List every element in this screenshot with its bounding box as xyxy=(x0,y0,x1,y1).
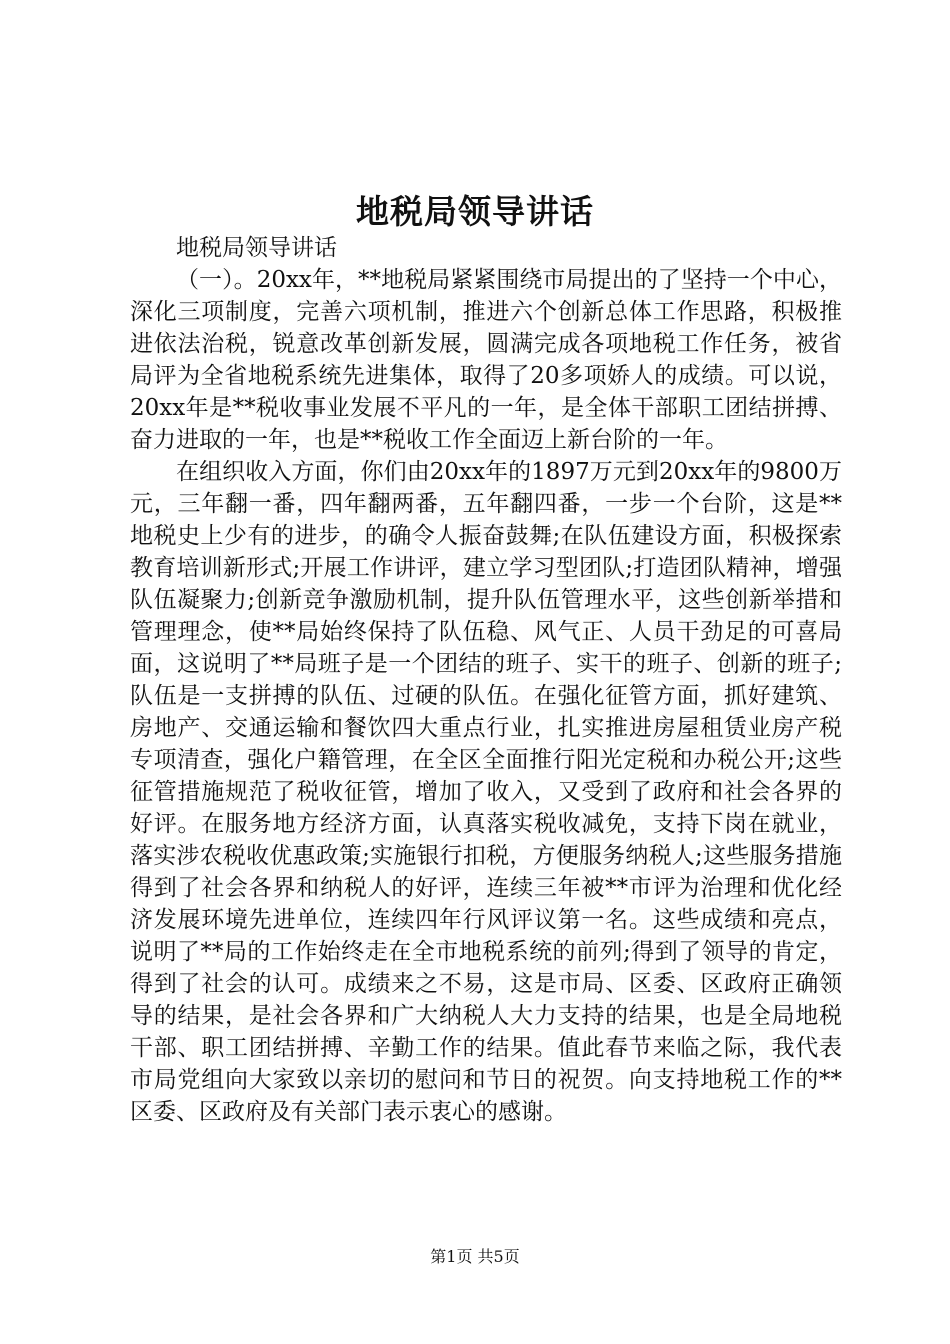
page-footer: 第1页 共5页 xyxy=(430,1247,520,1266)
document-title: 地税局领导讲话 xyxy=(356,192,594,231)
document-body xyxy=(130,232,842,1128)
subtitle-paragraph: 地税局领导讲话 xyxy=(176,235,337,261)
paragraph-achievements: 在组织收入方面，你们由20xx年的1897万元到20xx年的9800万元，三年翻一番，四年翻两番，五年翻四番，一步一个台阶，这是**地税史上少有的进步，的确令人振奋鼓舞;在队伍建设方面，积极探索教育培训新形式;开展工作讲评，建立学习型团队;打造团队精神，增强队伍凝聚力;创新竞争激励机制，提升队伍管理水平，这些创新举措和管理理念，使**局始终保持了队伍稳、风气正、人员干劲足的可喜局面，这说明了**局班子是一个团结的班子、实干的班子、创新的班子;队伍是一支拼搏的队伍、过硬的队伍。在强化征管方面，抓好建筑、房地产、交通运输和餐饮四大重点行业，扎实推进房屋租赁业房产税专项清查，强化户籍管理，在全区全面推行阳光定税和办税公开;这些征管措施规范了税收征管，增加了收入，又受到了政府和社会各界的好评。在服务地方经济方面，认真落实税收减免，支持下岗在就业，落实涉农税收优惠政策;实施银行扣税，方便服务纳税人;这些服务措施得到了社会各界和纳税人的好评，连续三年被**市评为治理和优化经济发展环境先进单位，连续四年行风评议第一名。这些成绩和亮点，说明了**局的工作始终走在全市地税系统的前列;得到了领导的肯定，得到了社会的认可。成绩来之不易，这是市局、区委、区政府正确领导的结果，是社会各界和广大纳税人大力支持的结果，也是全局地税干部、职工团结拼搏、辛勤工作的结果。值此春节来临之际，我代表市局党组向大家致以亲切的慰问和节日的祝贺。向支持地税工作的**区委、区政府及有关部门表示衷心的感谢。 xyxy=(130,459,842,1125)
paragraph-intro: （一）。20xx年，**地税局紧紧围绕市局提出的了坚持一个中心，深化三项制度，完善六项机制，推进六个创新总体工作思路，积极推进依法治税，锐意改革创新发展，圆满完成各项地税工作任务，被省局评为全省地税系统先进集体，取得了20多项娇人的成绩。可以说，20xx年是**税收事业发展不平凡的一年，是全体干部职工团结拼搏、奋力进取的一年，也是**税收工作全面迈上新台阶的一年。 xyxy=(130,267,842,453)
